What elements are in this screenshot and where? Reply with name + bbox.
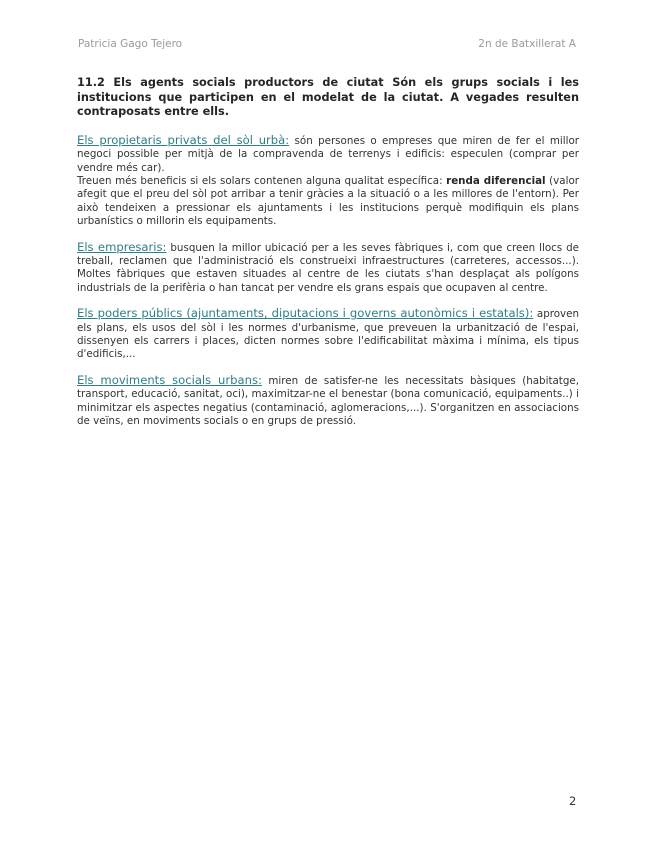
paragraph-moviments-socials xyxy=(77,374,579,429)
header-author: Patricia Gago Tejero xyxy=(78,38,183,50)
term-moviments-link[interactable]: Els moviments socials urbans: xyxy=(77,372,262,387)
term-propietaris-link[interactable]: Els propietaris privats del sòl urbà: xyxy=(77,132,290,147)
moviments-text: miren de satisfer-ne les necessitats bàsiques (habitatge, transport, educació, sanitat, oci), maximitzar-ne el benestar (bona comunicació, equipaments..) i minimitzar els aspectes negatius (contaminació, aglomeracions,...). S'organitzen en associacions de veïns, en moviments socials o en grups de pressió. xyxy=(77,374,579,428)
empresaris-text: busquen la millor ubicació per a les seves fàbriques i, com que creen llocs de treball, reclamen que l'administració els construeixi infraestructures (carreteres, accessos...). Moltes fàbriques que estaven situades al centre de les ciutats s'han desplaçat als polígons industrials de la perifèria o han tancat per vendre els grans espais que ocupaven al centre. xyxy=(77,241,579,294)
page-number: 2 xyxy=(569,794,577,808)
propietaris-text-2: Treuen més beneficis si els solars contenen alguna qualitat específica: xyxy=(77,175,447,187)
paragraph-poders-publics xyxy=(77,307,579,362)
header-course: 2n de Batxillerat A xyxy=(478,38,576,50)
section-heading: 11.2 Els agents socials productors de ciutat Són els grups socials i les institucions que participen en el modelat de la ciutat. A vegades resulten contraposats entre ells. xyxy=(77,76,579,119)
paragraph-empresaris xyxy=(77,241,579,296)
poders-text: aproven els plans, els usos del sòl i les normes d'urbanisme, que preveuen la urbanització de l'espai, dissenyen els carrers i places, dicten normes sobre l'edificabilitat màxima i mínima, els tipus d'edificis,... xyxy=(77,308,579,361)
term-empresaris-link[interactable]: Els empresaris: xyxy=(77,239,167,254)
propietaris-text-3: (valor afegit que el preu del sòl pot arribar a tenir gràcies a la situació o a les millores de l'entorn). Per això tendeixen a pressionar els ajuntaments i les institucions perquè modifiquin els plans urbanístics o millorin els equipaments. xyxy=(77,175,579,228)
paragraph-propietaris xyxy=(77,134,579,229)
propietaris-bold-term: renda diferencial xyxy=(446,175,546,187)
term-poders-link[interactable]: Els poders públics (ajuntaments, diputacions i governs autonòmics i estatals): xyxy=(77,306,534,321)
propietaris-text-1: són persones o empreses que miren de fer el millor negoci possible per mitjà de la compravenda de terrenys i edificis: especulen (comprar per vendre més car). xyxy=(77,134,579,174)
page-content xyxy=(77,76,579,441)
propietaris-second-line xyxy=(77,175,579,229)
